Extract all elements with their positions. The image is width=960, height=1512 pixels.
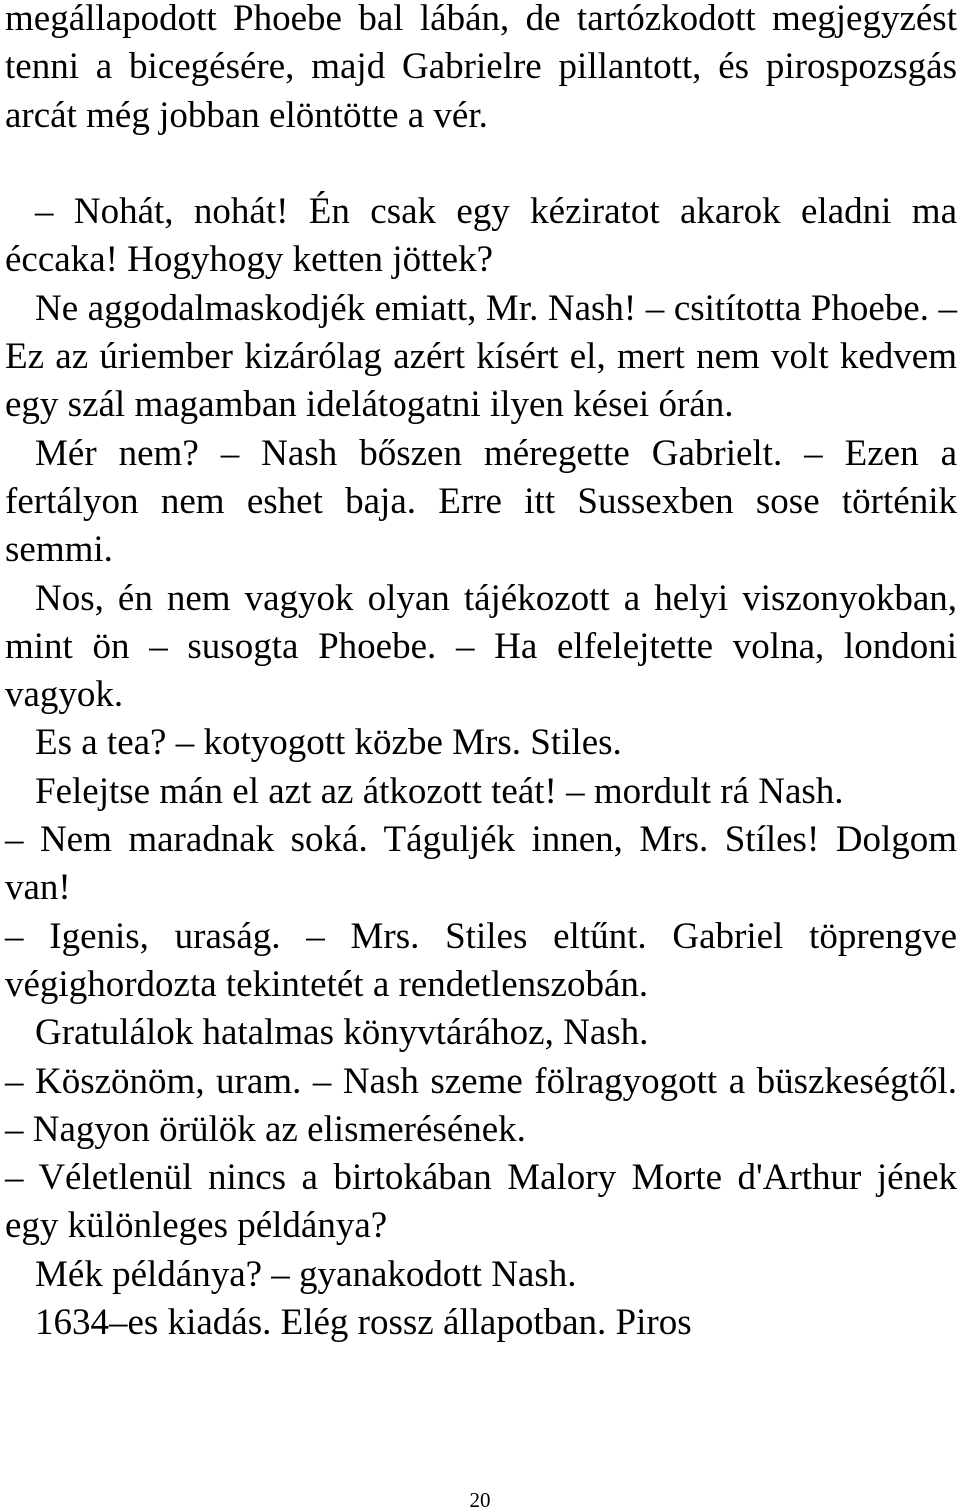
paragraph-11: – Köszönöm, uram. – Nash szeme fölragyogott a büszkeségtől. – Nagyon örülök az elismerésének. [5, 1060, 957, 1150]
paragraph-9: – Igenis, uraság. – Mrs. Stiles eltűnt. Gabriel töprengve végighordozta tekintetét a rendetlenszobán. [5, 915, 957, 1005]
paragraph-8: – Nem maradnak soká. Táguljék innen, Mrs. Stíles! Dolgom van! [5, 819, 957, 909]
paragraph-4: Mér nem? – Nash bőszen méregette Gabrielt. – Ezen a fertályon nem eshet baja. Erre itt Sussexben sose történik semmi. [5, 432, 957, 571]
body-text [5, 0, 957, 1347]
paragraph-6: Es a tea? – kotyogott közbe Mrs. Stiles. [35, 722, 622, 764]
paragraph-13: Mék példánya? – gyanakodott Nash. [35, 1253, 577, 1295]
page-number: 20 [469, 1488, 491, 1512]
paragraph-gap [5, 140, 957, 188]
paragraph-14: 1634–es kiadás. Elég rossz állapotban. Piros [35, 1302, 692, 1344]
paragraph-12: – Véletlenül nincs a birtokában Malory Morte d'Arthur jének egy különleges példánya? [5, 1157, 957, 1247]
paragraph-5: Nos, én nem vagyok olyan tájékozott a helyi viszonyokban, mint ön – susogta Phoebe. – Ha elfelejtette volna, londoni vagyok. [5, 577, 957, 716]
paragraph-3: Ne aggodalmaskodjék emiatt, Mr. Nash! – csitította Phoebe. – Ez az úriember kizárólag azért kísért el, mert nem volt kedvem egy szál magamban idelátogatni ilyen kései órán. [5, 287, 957, 426]
paragraph-7: Felejtse mán el azt az átkozott teát! – mordult rá Nash. [35, 770, 844, 812]
paragraph-2: – Nohát, nohát! Én csak egy kéziratot akarok eladni ma éccaka! Hogyhogy ketten jöttek? [5, 191, 957, 281]
paragraph-1: megállapodott Phoebe bal lábán, de tartózkodott megjegyzést tenni a bicegésére, majd Gabrielre pillantott, és pirospozsgás arcát még jobban elöntötte a vér. [5, 0, 957, 136]
paragraph-10: Gratulálok hatalmas könyvtárához, Nash. [35, 1012, 649, 1054]
